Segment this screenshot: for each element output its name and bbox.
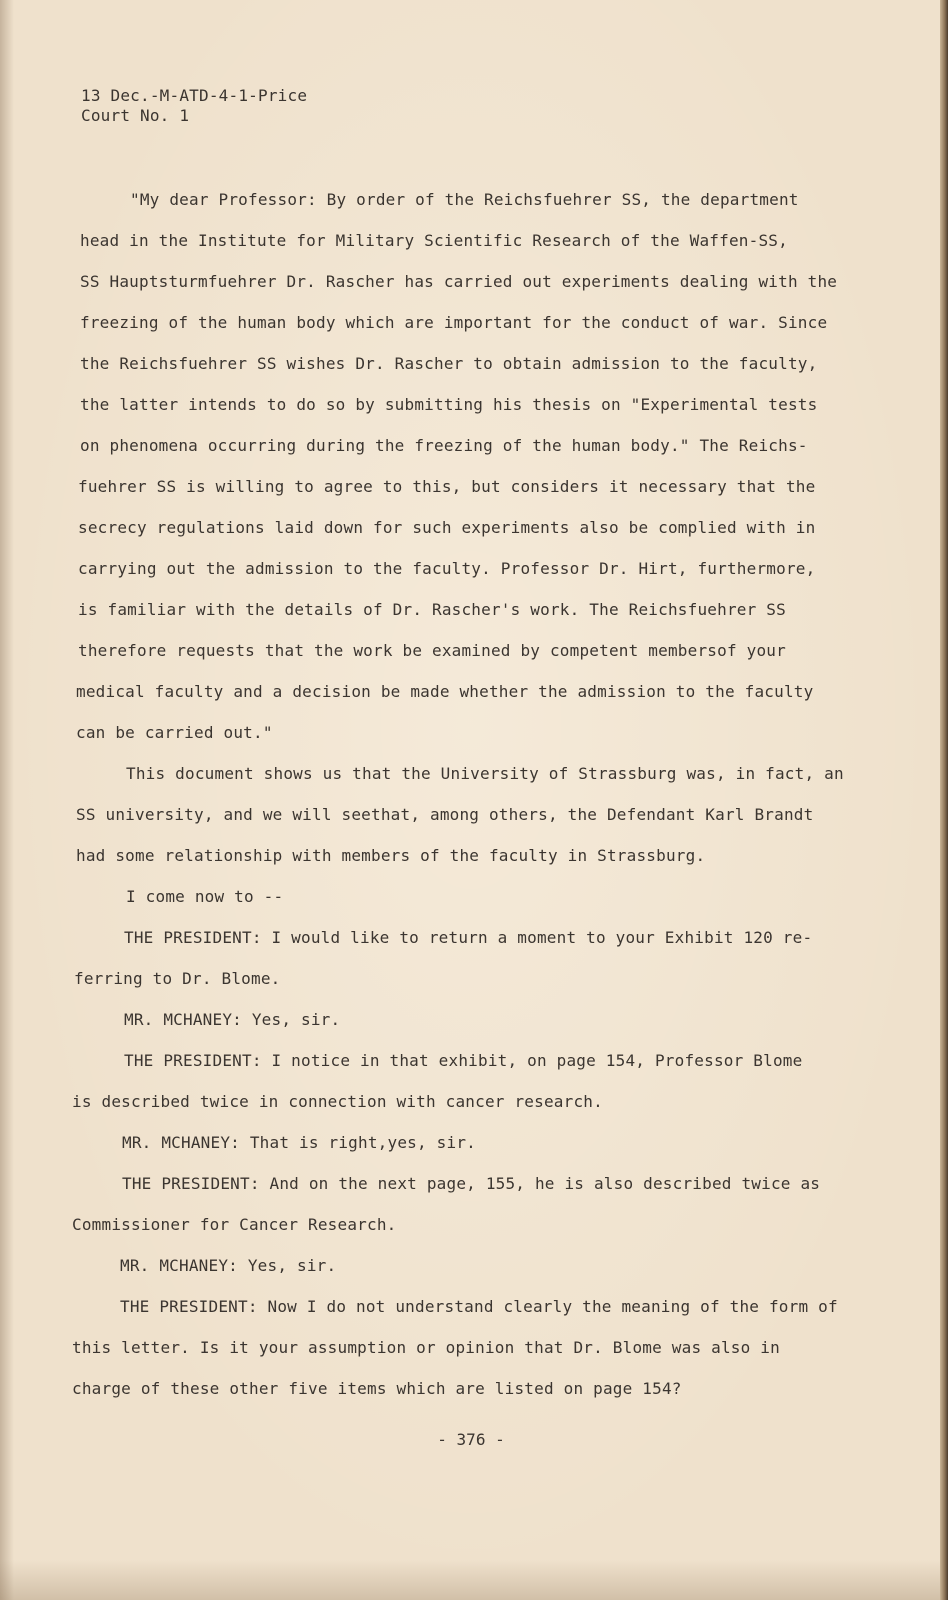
page-left-shadow [0, 0, 14, 1600]
body-line: had some relationship with members of the faculty in Strassburg. [76, 846, 706, 865]
body-line: medical faculty and a decision be made whether the admission to the faculty [76, 682, 814, 701]
body-line: ferring to Dr. Blome. [74, 969, 281, 988]
body-line: THE PRESIDENT: And on the next page, 155, he is also described twice as [122, 1174, 821, 1193]
body-line: SS university, and we will seethat, among others, the Defendant Karl Brandt [76, 805, 814, 824]
header-court: Court No. 1 [81, 106, 190, 125]
header-reference: 13 Dec.-M-ATD-4-1-Price [81, 86, 308, 105]
body-line: MR. MCHANEY: That is right,yes, sir. [122, 1133, 476, 1152]
body-line: MR. MCHANEY: Yes, sir. [120, 1256, 337, 1275]
body-line: "My dear Professor: By order of the Reichsfuehrer SS, the department [130, 190, 799, 209]
body-line: secrecy regulations laid down for such experiments also be complied with in [78, 518, 816, 537]
body-line: charge of these other five items which are listed on page 154? [72, 1379, 682, 1398]
body-line: Commissioner for Cancer Research. [72, 1215, 397, 1234]
page-right-edge [940, 0, 948, 1600]
body-line: head in the Institute for Military Scientific Research of the Waffen-SS, [80, 231, 788, 250]
body-line: THE PRESIDENT: Now I do not understand clearly the meaning of the form of [120, 1297, 838, 1316]
body-line: can be carried out." [76, 723, 273, 742]
body-line: therefore requests that the work be examined by competent membersof your [78, 641, 786, 660]
body-line: SS Hauptsturmfuehrer Dr. Rascher has carried out experiments dealing with the [80, 272, 838, 291]
body-line: is familiar with the details of Dr. Rascher's work. The Reichsfuehrer SS [78, 600, 786, 619]
body-line: carrying out the admission to the faculty. Professor Dr. Hirt, furthermore, [78, 559, 816, 578]
body-line: on phenomena occurring during the freezing of the human body." The Reichs- [80, 436, 808, 455]
document-header [81, 86, 307, 126]
body-line: THE PRESIDENT: I would like to return a moment to your Exhibit 120 re- [124, 928, 813, 947]
body-line: This document shows us that the University of Strassburg was, in fact, an [126, 764, 844, 783]
document-body [72, 190, 872, 1420]
body-line: this letter. Is it your assumption or opinion that Dr. Blome was also in [72, 1338, 780, 1357]
page-bottom-shadow [0, 1560, 942, 1600]
page-number: - 376 - [437, 1430, 505, 1449]
body-line: MR. MCHANEY: Yes, sir. [124, 1010, 341, 1029]
body-line: fuehrer SS is willing to agree to this, but considers it necessary that the [78, 477, 816, 496]
body-line: the Reichsfuehrer SS wishes Dr. Rascher to obtain admission to the faculty, [80, 354, 818, 373]
body-line: is described twice in connection with cancer research. [72, 1092, 603, 1111]
body-line: THE PRESIDENT: I notice in that exhibit, on page 154, Professor Blome [124, 1051, 803, 1070]
body-line: the latter intends to do so by submitting his thesis on "Experimental tests [80, 395, 818, 414]
body-line: I come now to -- [126, 887, 284, 906]
body-line: freezing of the human body which are important for the conduct of war. Since [80, 313, 828, 332]
